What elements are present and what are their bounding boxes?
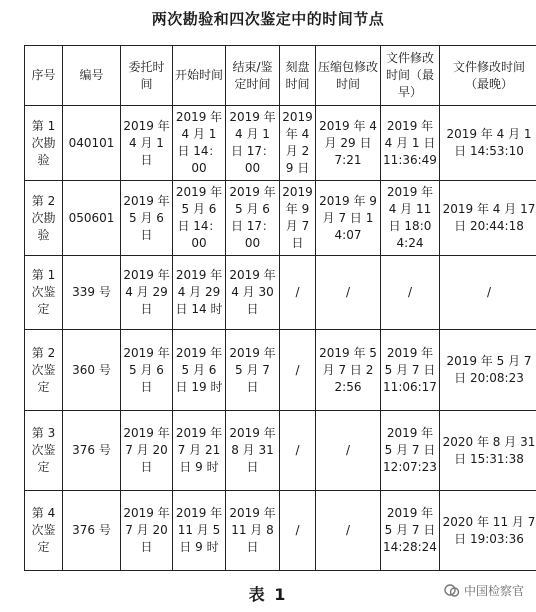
table-cell: 2019 年 5 月 6 日 (121, 181, 173, 256)
table-cell: 2020 年 11 月 7 日 19:03:36 (440, 491, 536, 571)
header-cell: 刻盘时间 (280, 46, 316, 106)
table-cell: / (316, 256, 381, 330)
table-cell: / (381, 256, 440, 330)
table-cell: 2019 年 5 月 6 日 19 时 (173, 330, 226, 411)
table-cell: / (280, 256, 316, 330)
table-cell: 376 号 (63, 411, 121, 491)
table-cell: / (280, 411, 316, 491)
table-cell: 第 2 次鉴定 (25, 330, 63, 411)
table-row (25, 491, 536, 571)
table-caption: 表 1 (248, 585, 288, 604)
table-cell: 2019 年 5 月 7 日 11:06:17 (381, 330, 440, 411)
table-cell: 2019 年 4 月 1 日 17：00 (226, 106, 280, 181)
table-cell: 360 号 (63, 330, 121, 411)
table-row (25, 106, 536, 181)
table-cell: 第 1 次鉴定 (25, 256, 63, 330)
header-cell: 序号 (25, 46, 63, 106)
table-header-row (25, 46, 536, 106)
table-cell: 第 3 次鉴定 (25, 411, 63, 491)
table-cell: 2019 年 4 月 17 日 20:44:18 (440, 181, 536, 256)
table-cell: 050601 (63, 181, 121, 256)
header-cell: 委托时间 (121, 46, 173, 106)
table-cell: 2020 年 8 月 31 日 15:31:38 (440, 411, 536, 491)
table-cell: 2019 年 5 月 7 日 12:07:23 (381, 411, 440, 491)
document-title: 两次勘验和四次鉴定中的时间节点 (151, 10, 385, 28)
table-cell: 339 号 (63, 256, 121, 330)
watermark-text: 中国检察官 (463, 584, 524, 598)
table-cell: 第 2 次勘验 (25, 181, 63, 256)
table-cell: 2019 年 7 月 20 日 (121, 411, 173, 491)
table-cell: 2019 年 4 月 29 日 (121, 256, 173, 330)
table-row (25, 411, 536, 491)
table-cell: 2019 年 5 月 7 日 (226, 330, 280, 411)
table-cell: 2019 年 5 月 7 日 14:28:24 (381, 491, 440, 571)
table-cell: / (440, 256, 536, 330)
table-cell: 2019 年 5 月 6 日 17：00 (226, 181, 280, 256)
table-cell: 2019 年 5 月 6 日 (121, 330, 173, 411)
table-cell: 2019 年 8 月 31 日 (226, 411, 280, 491)
table-cell: 2019 年 9 月 7 日 (280, 181, 316, 256)
table-cell: 2019 年 4 月 1 日 (121, 106, 173, 181)
table-cell: 2019 年 5 月 7 日 22:56 (316, 330, 381, 411)
table-cell: / (280, 330, 316, 411)
table-cell: 2019 年 5 月 6 日 14：00 (173, 181, 226, 256)
table-cell: 2019 年 4 月 30 日 (226, 256, 280, 330)
table-cell: 2019 年 4 月 1 日 14：00 (173, 106, 226, 181)
table-cell: 2019 年 7 月 20 日 (121, 491, 173, 571)
header-cell: 开始时间 (173, 46, 226, 106)
table-cell: 2019 年 4 月 1 日 14:53:10 (440, 106, 536, 181)
watermark (444, 582, 524, 599)
table-cell: 2019 年 4 月 11 日 18:04:24 (381, 181, 440, 256)
header-cell: 压缩包修改时间 (316, 46, 381, 106)
table-cell: 2019 年 9 月 7 日 14:07 (316, 181, 381, 256)
table-cell: 2019 年 7 月 21 日 9 时 (173, 411, 226, 491)
header-cell: 文件修改时间（最早） (381, 46, 440, 106)
table-row (25, 330, 536, 411)
table-cell: / (316, 411, 381, 491)
wechat-icon (444, 583, 460, 599)
timeline-table (24, 45, 536, 571)
table-cell: 第 1 次勘验 (25, 106, 63, 181)
table-cell: 2019 年 4 月 29 日 14 时 (173, 256, 226, 330)
table-row (25, 256, 536, 330)
table-row (25, 181, 536, 256)
table-cell: 2019 年 4 月 29 日 7:21 (316, 106, 381, 181)
table-cell: 第 4 次鉴定 (25, 491, 63, 571)
table-cell: 2019 年 4 月 1 日 11:36:49 (381, 106, 440, 181)
table-cell: 376 号 (63, 491, 121, 571)
header-cell: 结束/鉴定时间 (226, 46, 280, 106)
table-cell: / (280, 491, 316, 571)
table-cell: 2019 年 4 月 29 日 (280, 106, 316, 181)
table-cell: 2019 年 11 月 8 日 (226, 491, 280, 571)
table-cell: 040101 (63, 106, 121, 181)
header-cell: 编号 (63, 46, 121, 106)
header-cell: 文件修改时间（最晚） (440, 46, 536, 106)
table-cell: 2019 年 11 月 5 日 9 时 (173, 491, 226, 571)
table-cell: 2019 年 5 月 7 日 20:08:23 (440, 330, 536, 411)
table-cell: / (316, 491, 381, 571)
